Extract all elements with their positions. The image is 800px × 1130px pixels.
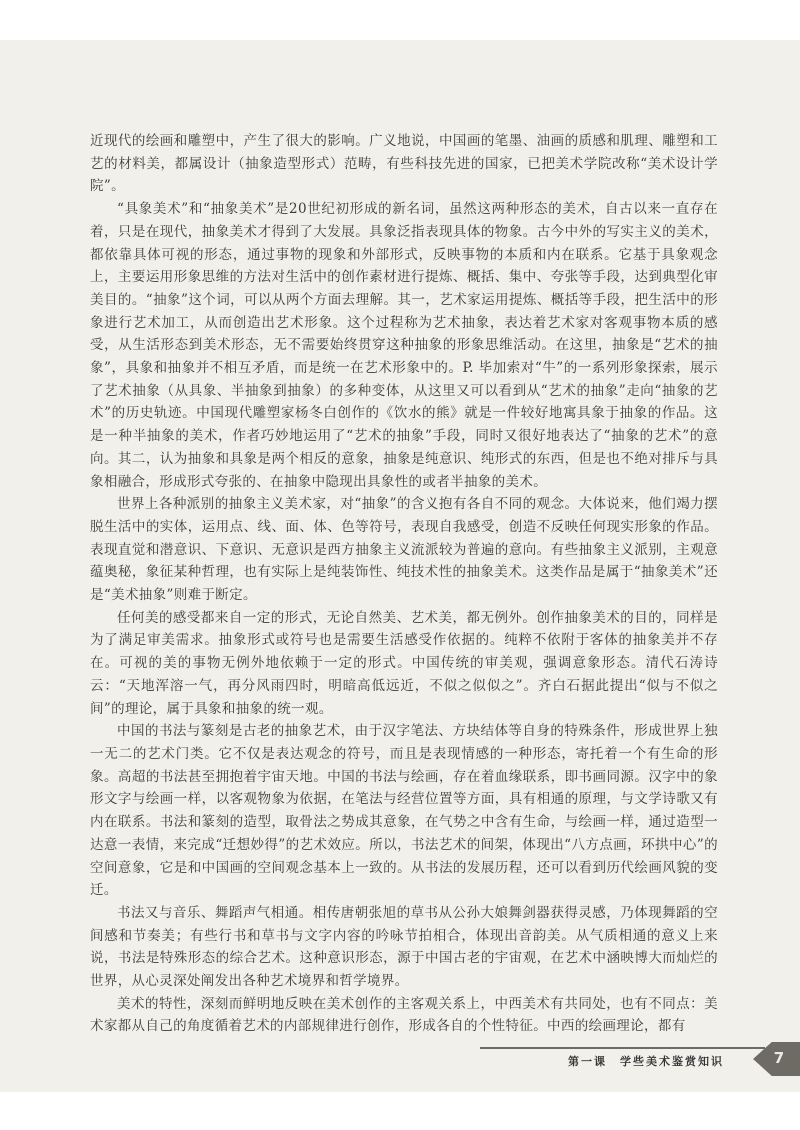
body-text: [90, 130, 718, 1038]
paragraph-beauty-form: 任何美的感受都来自一定的形式，无论自然美、艺术美，都无例外。创作抽象美术的目的，同样是为了满足审美需求。抽象形式或符号也是需要生活感受作依据的。纯粹不依附于客体的抽象美并不存在。可视的美的事物无例外地依赖于一定的形式。中国传统的审美观，强调意象形态。清代石涛诗云：“天地浑溶一气，再分风雨四时，明暗高低远近，不似之似似之”。齐白石据此提出“似与不似之间”的理论，属于具象和抽象的统一观。: [90, 609, 718, 717]
chapter-label: 第一课 学些美术鉴赏知识: [568, 1055, 724, 1068]
paragraph-abstract-schools: 世界上各种派别的抽象主义美术家，对“抽象”的含义抱有各自不同的观念。大体说来，他们竭力摆脱生活中的实体，运用点、线、面、体、色等符号，表现自我感受，创造不反映任何现实形象的作品。表现直觉和潜意识、下意识、无意识是西方抽象主义流派较为普遍的意向。有些抽象主义派别，主观意蕴奥秘，象征某种哲理，也有实际上是纯装饰性、纯技术性的抽象美术。这类作品是属于“抽象美术”还是“美术抽象”则难于断定。: [90, 496, 718, 604]
paragraph-continuation: 近现代的绘画和雕塑中，产生了很大的影响。广义地说，中国画的笔墨、油画的质感和肌理、雕塑和工艺的材料美，都属设计（抽象造型形式）范畴，有些科技先进的国家，已把美术学院改称“美术设计学院”。: [90, 133, 718, 195]
paragraph-concrete-abstract: “具象美术”和“抽象美术”是20世纪初形成的新名词，虽然这两种形态的美术，自古以来一直存在着，只是在现代，抽象美术才得到了大发展。具象泛指表现具体的物象。古今中外的写实主义的美术，都依靠具体可视的形态，通过事物的现象和外部形式，反映事物的本质和内在联系。它基于具象观念上，主要运用形象思维的方法对生活中的创作素材进行提炼、概括、集中、夸张等手段，达到典型化审美目的。“抽象”这个词，可以从两个方面去理解。其一，艺术家运用提炼、概括等手段，把生活中的形象进行艺术加工，从而创造出艺术形象。这个过程称为艺术抽象，表达着艺术家对客观事物本质的感受，从生活形态到美术形态，无不需要始终贯穿这种抽象的形象思维活动。在这里，抽象是“艺术的抽象”，具象和抽象并不相互矛盾，而是统一在艺术形象中的。P. 毕加索对“牛”的一系列形象探索，展示了艺术抽象（从具象、半抽象到抽象）的多种变体，从这里又可以看到从“艺术的抽象”走向“抽象的艺术”的历史轨迹。中国现代雕塑家杨冬白创作的《饮水的熊》就是一件较好地寓具象于抽象的作品。这是一种半抽象的美术，作者巧妙地运用了“艺术的抽象”手段，同时又很好地表达了“抽象的艺术”的意向。其二，认为抽象和具象是两个相反的意象，抽象是纯意识、纯形式的东西，但是也不绝对排斥与具象相融合，形成形式夸张的、在抽象中隐现出具象性的或者半抽象的美术。: [90, 201, 718, 490]
page-number: 7: [773, 1049, 785, 1067]
paragraph-art-character: 美术的特性，深刻而鲜明地反映在美术创作的主客观关系上，中西美术有共同处，也有不同点：美术家都从自己的角度循着艺术的内部规律进行创作，形成各自的个性特征。中西的绘画理论，都有: [90, 995, 718, 1035]
book-page: [0, 40, 800, 1092]
footer-divider: [480, 1047, 765, 1049]
paragraph-calligraphy-music: 书法又与音乐、舞蹈声气相通。相传唐朝张旭的草书从公孙大娘舞剑器获得灵感，乃体现舞蹈的空间感和节奏美；有些行书和草书与文字内容的吟咏节拍相合，体现出音韵美。从气质相通的意义上来说，书法是特殊形态的综合艺术。这种意识形态，源于中国古老的宇宙观，在艺术中涵映博大而灿烂的世界，从心灵深处阐发出各种艺术境界和哲学境界。: [90, 904, 718, 990]
paragraph-calligraphy: 中国的书法与篆刻是古老的抽象艺术，由于汉字笔法、方块结体等自身的特殊条件，形成世界上独一无二的艺术门类。它不仅是表达观念的符号，而且是表现情感的一种形态，寄托着一个有生命的形象。高超的书法甚至拥抱着宇宙天地。中国的书法与绘画，存在着血缘联系，即书画同源。汉字中的象形文字与绘画一样，以客观物象为依据，在笔法与经营位置等方面，具有相通的原理，与文学诗歌又有内在联系。书法和篆刻的造型，取骨法之势成其意象，在气势之中含有生命，与绘画一样，通过造型一达意一表情，来完成“迁想妙得”的艺术效应。所以，书法艺术的间架，体现出“八方点画，环拱中心”的空间意象，它是和中国画的空间观念基本上一致的。从书法的发展历程，还可以看到历代绘画风貌的变迁。: [90, 723, 718, 899]
